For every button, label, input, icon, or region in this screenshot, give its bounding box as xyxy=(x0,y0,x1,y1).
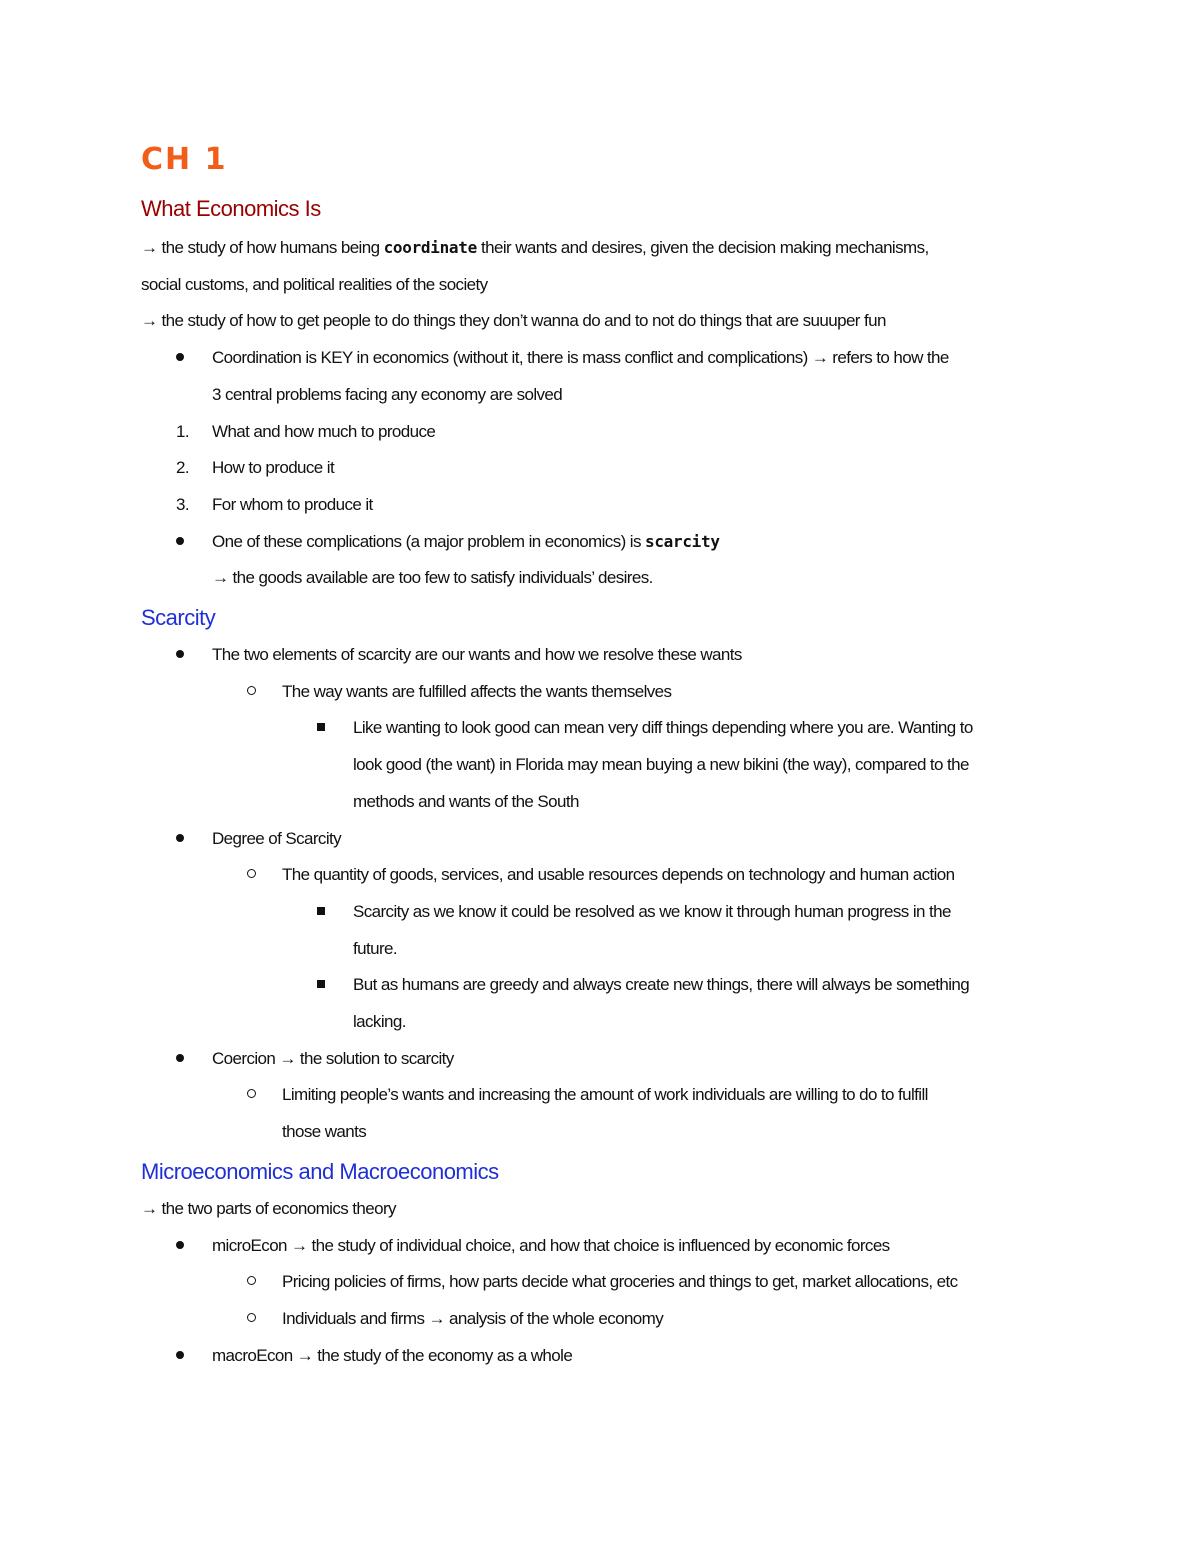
chapter-title: CH 1 xyxy=(141,142,228,177)
scarcity-square-3-line2: lacking. xyxy=(353,1012,406,1032)
definition-1-continued: social customs, and political realities of the society xyxy=(141,274,488,294)
number-label: 1. xyxy=(176,421,189,441)
scarcity-bullet-3: Coercion → the solution to scarcity xyxy=(212,1048,454,1068)
scarcity-square-2-line1: Scarcity as we know it could be resolved as we know it through human progress in the xyxy=(353,901,951,921)
bullet-disc-icon xyxy=(176,524,200,561)
bullet-square-icon xyxy=(317,710,341,747)
scarcity-bullet-2: Degree of Scarcity xyxy=(212,828,342,848)
heading-micro-macro: Microeconomics and Macroeconomics xyxy=(141,1158,499,1184)
macro-bullet: macroEcon → the study of the economy as a whole xyxy=(212,1345,573,1365)
bullet-scarcity-line1 xyxy=(212,524,1061,561)
list-item xyxy=(141,821,1061,858)
number-label: 2. xyxy=(176,458,189,478)
list-item xyxy=(141,1077,1061,1150)
list-item xyxy=(141,1041,1061,1078)
bullet-square-icon xyxy=(317,894,341,931)
scarcity-bullet-3-sub-1-line1: Limiting people’s wants and increasing the amount of work individuals are willing to do to fulfill xyxy=(282,1085,928,1105)
document-page xyxy=(141,140,1061,1374)
bullet-scarcity-line2: → the goods available are too few to satisfy individuals’ desires. xyxy=(212,568,653,588)
numbered-item-3 xyxy=(141,487,1061,524)
bullet-circle-icon xyxy=(247,674,271,711)
scarcity-bullet-3-sub-1-line2: those wants xyxy=(282,1122,367,1142)
definition-2: → the study of how to get people to do things they don’t wanna do and to not do things that are suuuper fun xyxy=(141,311,886,331)
scarcity-bullet-2-sub-1: The quantity of goods, services, and usable resources depends on technology and human action xyxy=(282,865,955,885)
bullet-coordination-line2: 3 central problems facing any economy are solved xyxy=(212,384,563,404)
list-item xyxy=(141,1264,1061,1301)
scarcity-bullet-1: The two elements of scarcity are our wants and how we resolve these wants xyxy=(212,645,742,665)
number-label: 3. xyxy=(176,494,189,514)
heading-scarcity: Scarcity xyxy=(141,605,216,631)
list-item xyxy=(141,524,1061,597)
micro-sub-2: Individuals and firms → analysis of the whole economy xyxy=(282,1308,664,1328)
scarcity-bullet-1-sub-1: The way wants are fulfilled affects the wants themselves xyxy=(282,681,672,701)
scarcity-square-1-line3: methods and wants of the South xyxy=(353,791,579,811)
numbered-item-text: How to produce it xyxy=(212,458,335,478)
bullet-disc-icon xyxy=(176,1041,200,1078)
bullet-disc-icon xyxy=(176,637,200,674)
definition-1-text-b: their wants and desires, given the decision making mechanisms, xyxy=(476,238,929,257)
list-item xyxy=(141,857,1061,894)
scarcity-square-1-line1: Like wanting to look good can mean very diff things depending where you are. Wanting to xyxy=(353,718,973,738)
definition-1-bold: coordinate xyxy=(383,238,477,257)
numbered-item-text: What and how much to produce xyxy=(212,421,436,441)
bullet-circle-icon xyxy=(247,1077,271,1114)
numbered-item-text: For whom to produce it xyxy=(212,494,373,514)
list-item xyxy=(141,1301,1061,1338)
bullet-disc-icon xyxy=(176,340,200,377)
bullet-circle-icon xyxy=(247,857,271,894)
bullet-disc-icon xyxy=(176,1338,200,1375)
bullet-circle-icon xyxy=(247,1264,271,1301)
bullet-disc-icon xyxy=(176,821,200,858)
list-item xyxy=(141,674,1061,711)
micro-macro-intro: → the two parts of economics theory xyxy=(141,1198,396,1218)
definition-1-text-a: → the study of how humans being xyxy=(141,238,384,257)
micro-bullet: microEcon → the study of individual choice, and how that choice is influenced by economic forces xyxy=(212,1235,890,1255)
scarcity-square-3-line1: But as humans are greedy and always create new things, there will always be something xyxy=(353,975,970,995)
bullet-square-icon xyxy=(317,967,341,1004)
bullet-scarcity-text: One of these complications (a major problem in economics) is xyxy=(212,531,645,551)
numbered-item-1 xyxy=(141,414,1061,451)
bullet-scarcity-bold: scarcity xyxy=(644,531,720,551)
list-item xyxy=(141,710,1061,820)
bullet-disc-icon xyxy=(176,1228,200,1265)
list-item xyxy=(141,894,1061,967)
micro-sub-1: Pricing policies of firms, how parts decide what groceries and things to get, market allocations, etc xyxy=(282,1272,958,1292)
list-item xyxy=(141,1338,1061,1375)
list-item xyxy=(141,967,1061,1040)
scarcity-square-1-line2: look good (the want) in Florida may mean buying a new bikini (the way), compared to the xyxy=(353,755,969,775)
heading-what-economics: What Economics Is xyxy=(141,196,321,221)
list-item xyxy=(141,637,1061,674)
numbered-item-2 xyxy=(141,450,1061,487)
definition-1 xyxy=(141,230,1061,267)
bullet-circle-icon xyxy=(247,1301,271,1338)
list-item xyxy=(141,1228,1061,1265)
bullet-coordination-line1: Coordination is KEY in economics (without it, there is mass conflict and complications) → refers to how the xyxy=(212,348,949,368)
list-item xyxy=(141,340,1061,413)
scarcity-square-2-line2: future. xyxy=(353,938,397,958)
